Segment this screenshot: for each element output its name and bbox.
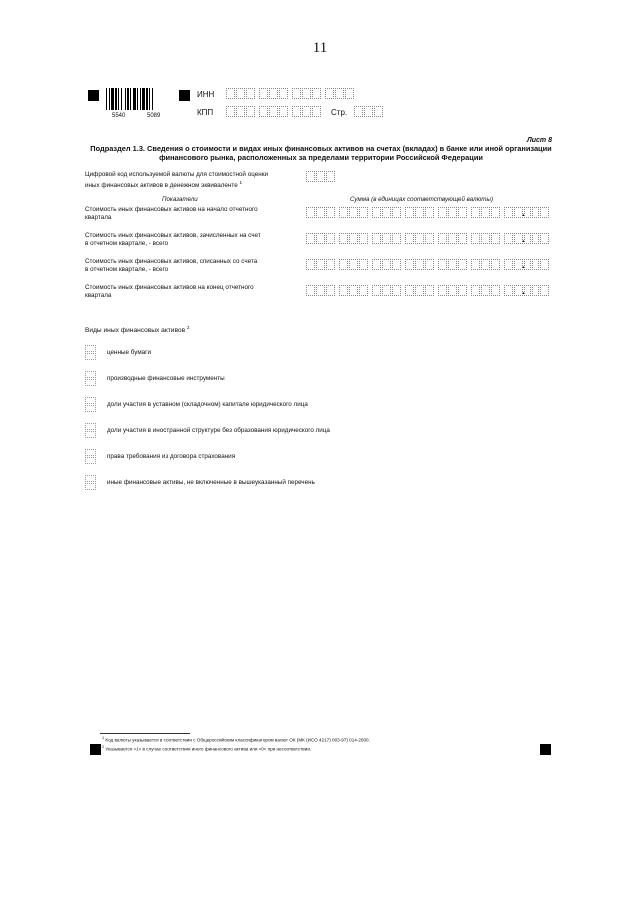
input-cell[interactable] [306,259,315,270]
asset-type-label: доли участия в иностранной структуре без образования юридического лица [107,427,330,434]
decimal-separator: . [522,286,525,297]
inn-label: ИНН [197,90,215,99]
input-cell[interactable] [316,207,325,218]
registration-marker-top-inner [179,90,190,101]
input-cell[interactable] [312,106,321,117]
input-cell[interactable] [481,285,490,296]
sum-field[interactable] [306,259,534,270]
footnote-2: $^2$ Указывается «1» в случае соответствия иного финансового актива или «0» при несоответствии. [102,745,312,752]
barcode-bar [111,88,114,110]
column-header-indicators: Показатели [162,196,198,203]
input-cell[interactable] [306,171,315,182]
input-cell[interactable] [349,233,358,244]
inn-field[interactable] [226,88,355,99]
input-cell[interactable] [339,207,348,218]
input-cell[interactable] [481,233,490,244]
input-cell[interactable] [530,233,539,244]
input-cell[interactable] [306,207,315,218]
input-cell[interactable] [448,285,457,296]
registration-marker-bottom-right [540,744,551,755]
input-cell[interactable] [316,285,325,296]
barcode-bar [142,88,145,110]
input-cell[interactable] [372,207,381,218]
sum-field[interactable] [306,233,534,244]
input-cell[interactable] [85,483,96,490]
barcode-bar [106,88,107,110]
input-cell[interactable] [359,233,368,244]
barcode-image [106,88,170,110]
input-cell[interactable] [504,285,513,296]
barcode-bar [137,88,138,110]
asset-type-flag-field[interactable] [85,345,96,361]
input-cell[interactable] [405,259,414,270]
input-cell[interactable] [236,88,245,99]
footnote-divider [100,733,190,734]
input-cell[interactable] [405,233,414,244]
input-cell[interactable] [259,106,268,117]
input-cell[interactable] [438,233,447,244]
input-cell[interactable] [85,423,96,430]
input-cell[interactable] [471,233,480,244]
input-cell[interactable] [85,475,96,482]
barcode-bar [146,88,148,110]
page-field[interactable] [354,106,384,117]
input-cell[interactable] [392,259,401,270]
input-cell[interactable] [458,285,467,296]
input-cell[interactable] [458,233,467,244]
asset-type-flag-field[interactable] [85,371,96,387]
input-cell[interactable] [364,106,373,117]
input-cell[interactable] [359,207,368,218]
sheet-label: Лист 8 [526,137,552,144]
sum-field[interactable] [306,285,534,296]
indicator-label-line2: в отчетном квартале, - всего [85,239,169,247]
input-cell[interactable] [530,207,539,218]
barcode-number-right: 5089 [147,113,161,119]
asset-type-flag-field[interactable] [85,397,96,413]
barcode-bar [109,88,110,110]
registration-marker-top-left [88,90,99,101]
input-cell[interactable] [491,207,500,218]
input-cell[interactable] [530,259,539,270]
input-cell[interactable] [491,233,500,244]
input-cell[interactable] [326,233,335,244]
input-cell[interactable] [504,207,513,218]
registration-marker-bottom-left [90,744,101,755]
input-cell[interactable] [354,106,363,117]
currency-code-label-line2: иных финансовых активов в денежном эквиваленте $^1$ [85,180,242,190]
input-cell[interactable] [540,285,549,296]
column-header-sum: Сумма (в единицах соответствующей валюты) [350,196,494,203]
input-cell[interactable] [540,259,549,270]
currency-code-label-line1: Цифровой код используемой валюты для стоимостной оценки [85,171,268,178]
barcode-bar [152,88,153,110]
input-cell[interactable] [392,207,401,218]
barcode-bar [130,88,131,110]
input-cell[interactable] [425,285,434,296]
sum-fraction-field[interactable] [530,233,550,244]
asset-type-flag-field[interactable] [85,475,96,491]
input-cell[interactable] [339,285,348,296]
input-cell[interactable] [425,233,434,244]
sum-fraction-field[interactable] [530,285,550,296]
input-cell[interactable] [504,259,513,270]
input-cell[interactable] [312,88,321,99]
asset-type-flag-field[interactable] [85,449,96,465]
kpp-field[interactable] [226,106,322,117]
input-cell[interactable] [458,259,467,270]
input-cell[interactable] [246,88,255,99]
input-cell[interactable] [415,285,424,296]
asset-type-label: доли участия в уставном (складочном) капитале юридического лица [107,401,308,408]
input-cell[interactable] [85,371,96,378]
input-cell[interactable] [85,397,96,404]
input-cell[interactable] [302,88,311,99]
input-cell[interactable] [359,285,368,296]
input-cell[interactable] [226,106,235,117]
input-cell[interactable] [540,233,549,244]
input-cell[interactable] [316,259,325,270]
decimal-separator: . [522,208,525,219]
input-cell[interactable] [302,106,311,117]
input-cell[interactable] [530,285,539,296]
input-cell[interactable] [471,259,480,270]
input-cell[interactable] [292,88,301,99]
input-cell[interactable] [448,259,457,270]
input-cell[interactable] [425,207,434,218]
sum-fraction-field[interactable] [530,207,550,218]
input-cell[interactable] [481,259,490,270]
input-cell[interactable] [491,285,500,296]
input-cell[interactable] [372,259,381,270]
input-cell[interactable] [269,106,278,117]
asset-type-flag-field[interactable] [85,423,96,439]
input-cell[interactable] [405,285,414,296]
input-cell[interactable] [448,233,457,244]
input-cell[interactable] [438,259,447,270]
asset-types-heading: Виды иных финансовых активов $^2$ [85,325,190,335]
input-cell[interactable] [349,285,358,296]
indicator-label-line2: квартала [85,213,112,221]
input-cell[interactable] [306,285,315,296]
input-cell[interactable] [85,379,96,386]
input-cell[interactable] [326,207,335,218]
input-cell[interactable] [438,207,447,218]
input-cell[interactable] [382,207,391,218]
input-cell[interactable] [339,259,348,270]
input-cell[interactable] [259,88,268,99]
input-cell[interactable] [382,233,391,244]
asset-type-label: производные финансовые инструменты [107,375,225,382]
input-cell[interactable] [415,207,424,218]
input-cell[interactable] [481,207,490,218]
input-cell[interactable] [269,88,278,99]
input-cell[interactable] [349,207,358,218]
input-cell[interactable] [372,233,381,244]
input-cell[interactable] [471,285,480,296]
indicator-label-line2: квартала [85,291,112,299]
indicator-label-line1: Стоимость иных финансовых активов, зачисленных на счет [85,232,261,239]
indicator-label-line1: Стоимость иных финансовых активов, списанных со счета [85,258,258,265]
barcode-bar [115,88,117,110]
input-cell[interactable] [540,207,549,218]
indicator-label-line1: Стоимость иных финансовых активов на начало отчетного [85,206,258,213]
barcode-bar [127,88,129,110]
input-cell[interactable] [491,259,500,270]
input-cell[interactable] [325,88,334,99]
input-cell[interactable] [226,88,235,99]
page-label: Стр. [331,108,348,117]
input-cell[interactable] [85,345,96,352]
input-cell[interactable] [504,233,513,244]
asset-type-label: ценные бумаги [107,349,151,356]
input-cell[interactable] [246,106,255,117]
input-cell[interactable] [85,449,96,456]
input-cell[interactable] [372,285,381,296]
input-cell[interactable] [326,285,335,296]
input-cell[interactable] [339,233,348,244]
input-cell[interactable] [359,259,368,270]
input-cell[interactable] [345,88,354,99]
indicator-label-line2: в отчетном квартале, - всего [85,265,169,273]
barcode-bar [125,88,126,110]
kpp-label: КПП [197,108,214,117]
sum-fraction-field[interactable] [530,259,550,270]
input-cell[interactable] [279,106,288,117]
input-cell[interactable] [279,88,288,99]
input-cell[interactable] [306,233,315,244]
input-cell[interactable] [85,431,96,438]
input-cell[interactable] [392,285,401,296]
barcode-bar [140,88,141,110]
input-cell[interactable] [415,259,424,270]
input-cell[interactable] [471,207,480,218]
barcode-bar [118,88,119,110]
input-cell[interactable] [292,106,301,117]
page-number: 11 [312,40,328,56]
input-cell[interactable] [405,207,414,218]
indicator-label-line1: Стоимость иных финансовых активов на конец отчетного [85,284,254,291]
decimal-separator: . [522,260,525,271]
decimal-separator: . [522,234,525,245]
input-cell[interactable] [415,233,424,244]
input-cell[interactable] [236,106,245,117]
input-cell[interactable] [374,106,383,117]
input-cell[interactable] [448,207,457,218]
asset-type-label: права требования из договора страхования [107,453,236,460]
asset-type-label: иные финансовые активы, не включенные в вышеуказанный перечень [107,479,315,486]
sum-field[interactable] [306,207,534,218]
input-cell[interactable] [316,233,325,244]
barcode-bar [149,88,150,110]
input-cell[interactable] [85,353,96,360]
input-cell[interactable] [85,405,96,412]
section-title: Подраздел 1.3. Сведения о стоимости и видах иных финансовых активов на счетах (вкладах) в банке или иной организации финансового рынка, расположенных за пределами территории Российской Федерации [90,144,552,162]
input-cell[interactable] [335,88,344,99]
input-cell[interactable] [316,171,325,182]
barcode-bar [121,88,122,110]
input-cell[interactable] [438,285,447,296]
input-cell[interactable] [382,259,391,270]
input-cell[interactable] [392,233,401,244]
input-cell[interactable] [349,259,358,270]
currency-code-field[interactable] [306,171,336,182]
input-cell[interactable] [326,171,335,182]
input-cell[interactable] [458,207,467,218]
input-cell[interactable] [425,259,434,270]
input-cell[interactable] [326,259,335,270]
barcode-number-left: 5540 [112,113,126,119]
footnote-1: $^1$ Код валюты указывается в соответствии с Общероссийским классификатором валют ОК (МК (ИСО 4217) 003-97) 014-2000. [102,736,370,743]
input-cell[interactable] [85,457,96,464]
input-cell[interactable] [382,285,391,296]
barcode-bar [133,88,136,110]
